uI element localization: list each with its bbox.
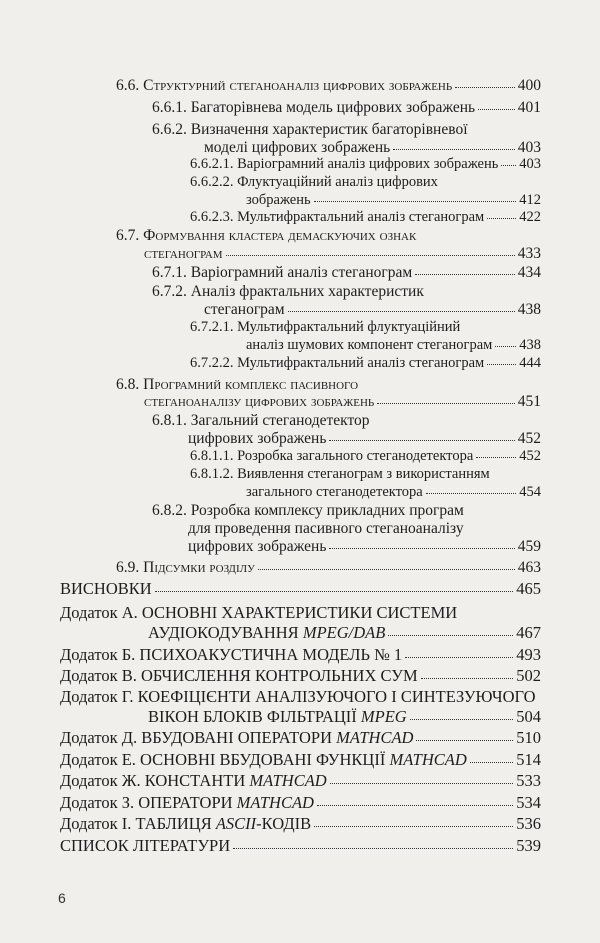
dot-leader: [426, 493, 517, 494]
toc-entry-title: 6.6. Структурний стеганоаналіз цифрових зображень: [116, 77, 453, 94]
dot-leader: [233, 848, 513, 849]
dot-leader: [377, 403, 515, 404]
mpeg-term: MPEG: [360, 707, 407, 726]
toc-entry-title: 6.7.2.2. Мультифрактальний аналіз стеганограм: [190, 355, 485, 371]
dot-leader: [329, 440, 514, 441]
toc-entry-title-cont: стеганограм: [204, 301, 285, 318]
toc-page-number: 465: [516, 579, 541, 598]
toc-entry-title: СПИСОК ЛІТЕРАТУРИ: [60, 836, 231, 855]
mathcad-term: MATHCAD: [336, 728, 414, 747]
toc-entry-title-cont: зображень: [246, 192, 311, 208]
dot-leader: [258, 569, 515, 570]
dot-leader: [470, 762, 513, 763]
toc-entry-title: 6.6.2.2. Флуктуаційний аналіз цифрових: [190, 174, 438, 190]
toc-entry-title: Додаток Ж. КОНСТАНТИ MATHCAD: [60, 771, 327, 790]
toc-entry-title: Додаток Д. ВБУДОВАНІ ОПЕРАТОРИ MATHCAD: [60, 728, 414, 747]
toc-entry-title-cont: ВІКОН БЛОКІВ ФІЛЬТРАЦІЇ MPEG: [148, 707, 407, 726]
toc-page-number: 510: [516, 728, 541, 747]
dot-leader: [495, 346, 516, 347]
toc-page-number: 403: [519, 156, 541, 172]
dot-leader: [421, 678, 514, 679]
toc-page-number: 539: [516, 836, 541, 855]
toc-entry-title: 6.8.1.1. Розробка загального стеганодетектора: [190, 448, 474, 464]
dot-leader: [415, 274, 515, 275]
dot-leader: [410, 719, 514, 720]
toc-page-number: 534: [516, 793, 541, 812]
toc-entry-title: 6.6.2. Визначення характеристик багаторівневої: [152, 121, 468, 138]
toc-page-number: 502: [516, 666, 541, 685]
dot-leader: [393, 149, 515, 150]
dot-leader: [487, 218, 516, 219]
toc-entry-title-cont: цифрових зображень: [188, 538, 327, 555]
toc-page-number: 536: [516, 814, 541, 833]
toc-entry-title: 6.8.1. Загальний стеганодетектор: [152, 412, 370, 429]
toc-page-number: 412: [519, 192, 541, 208]
toc-page-number: 533: [516, 771, 541, 790]
toc-page-number: 463: [517, 559, 541, 576]
dot-leader: [329, 548, 514, 549]
toc-page-number: 400: [517, 77, 541, 94]
toc-page-number: 422: [519, 209, 541, 225]
toc-entry-title: 6.7.1. Варіограмний аналіз стеганограм: [152, 264, 413, 281]
toc-page-number: 433: [517, 245, 541, 262]
toc-page-number: 504: [516, 707, 541, 726]
mathcad-term: MATHCAD: [389, 750, 467, 769]
toc-entry-title: Додаток З. ОПЕРАТОРИ MATHCAD: [60, 793, 314, 812]
dot-leader: [330, 783, 514, 784]
toc-entry-title-cont: для проведення пасивного стеганоаналізу: [188, 520, 464, 537]
dot-leader: [476, 457, 516, 458]
toc-page-number: 444: [519, 355, 541, 371]
toc-page-number: 403: [517, 139, 541, 156]
toc-page-number: 467: [516, 623, 541, 642]
toc-entry-title: 6.8. Програмний комплекс пасивного: [116, 376, 359, 393]
toc-entry-title: Додаток В. ОБЧИСЛЕННЯ КОНТРОЛЬНИХ СУМ: [60, 666, 418, 685]
toc-entry-title: Додаток А. ОСНОВНІ ХАРАКТЕРИСТИКИ СИСТЕМИ: [60, 603, 458, 622]
page-number: 6: [58, 890, 66, 906]
toc-entry-title: 6.6.2.1. Варіограмний аналіз цифрових зображень: [190, 156, 499, 172]
dot-leader: [501, 165, 516, 166]
toc-entry-title: 6.7. Формування кластера демаскуючих ознак: [116, 227, 417, 244]
mathcad-term: MATHCAD: [249, 771, 327, 790]
toc-page-number: 401: [517, 99, 541, 116]
toc-entry-title: 6.9. Підсумки розділу: [116, 559, 255, 576]
toc-page-number: 459: [517, 538, 541, 555]
dot-leader: [455, 87, 515, 88]
dot-leader: [226, 255, 515, 256]
toc-entry-title: Додаток Б. ПСИХОАКУСТИЧНА МОДЕЛЬ № 1: [60, 645, 403, 664]
dot-leader: [487, 364, 516, 365]
toc-page-number: 454: [519, 484, 541, 500]
toc-page-number: 438: [517, 301, 541, 318]
toc-entry-title: 6.6.1. Багаторівнева модель цифрових зображень: [152, 99, 476, 116]
toc-entry-title: 6.6.2.3. Мультифрактальний аналіз стеганограм: [190, 209, 485, 225]
toc-entry-title-cont: моделі цифрових зображень: [204, 139, 391, 156]
mpeg-dab-term: MPEG/DAB: [302, 623, 386, 642]
toc-entry-title: Додаток Г. КОЕФІЦІЄНТИ АНАЛІЗУЮЧОГО І СИНТЕЗУЮЧОГО: [60, 687, 536, 706]
toc-page-number: 438: [519, 337, 541, 353]
toc-page-number: 434: [517, 264, 541, 281]
toc-entry-title: Додаток І. ТАБЛИЦЯ ASCII-КОДІВ: [60, 814, 312, 833]
toc-entry-title-cont: стеганограм: [144, 245, 223, 262]
toc-entry-title: 6.7.2. Аналіз фрактальних характеристик: [152, 283, 424, 300]
toc-entry-title-cont: аналіз шумових компонент стеганограм: [246, 337, 493, 353]
toc-page-number: 451: [517, 393, 541, 410]
dot-leader: [416, 740, 513, 741]
dot-leader: [314, 826, 513, 827]
toc-page-number: 452: [519, 448, 541, 464]
toc-entry-title: 6.8.1.2. Виявлення стеганограм з використанням: [190, 466, 490, 482]
toc-entry-title-cont: АУДІОКОДУВАННЯ MPEG/DAB: [148, 623, 386, 642]
toc-page-number: 452: [517, 430, 541, 447]
dot-leader: [388, 635, 513, 636]
dot-leader: [155, 591, 514, 592]
toc-entry-title: ВИСНОВКИ: [60, 579, 152, 598]
toc-entry-title-cont: загального стеганодетектора: [246, 484, 423, 500]
toc-entry-title-cont: цифрових зображень: [188, 430, 327, 447]
toc-entry-title: Додаток Е. ОСНОВНІ ВБУДОВАНІ ФУНКЦІЇ MATHCAD: [60, 750, 467, 769]
toc-entry-title: 6.7.2.1. Мультифрактальний флуктуаційний: [190, 319, 461, 335]
dot-leader: [314, 201, 517, 202]
dot-leader: [317, 805, 513, 806]
dot-leader: [405, 657, 513, 658]
dot-leader: [478, 109, 515, 110]
toc-page-number: 493: [516, 645, 541, 664]
toc-page-number: 514: [516, 750, 541, 769]
ascii-term: ASCII: [215, 814, 257, 833]
toc-entry-title-cont: стеганоаналізу цифрових зображень: [144, 393, 375, 410]
mathcad-term: MATHCAD: [236, 793, 314, 812]
toc-entry-title: 6.8.2. Розробка комплексу прикладних програм: [152, 502, 464, 519]
dot-leader: [288, 311, 515, 312]
